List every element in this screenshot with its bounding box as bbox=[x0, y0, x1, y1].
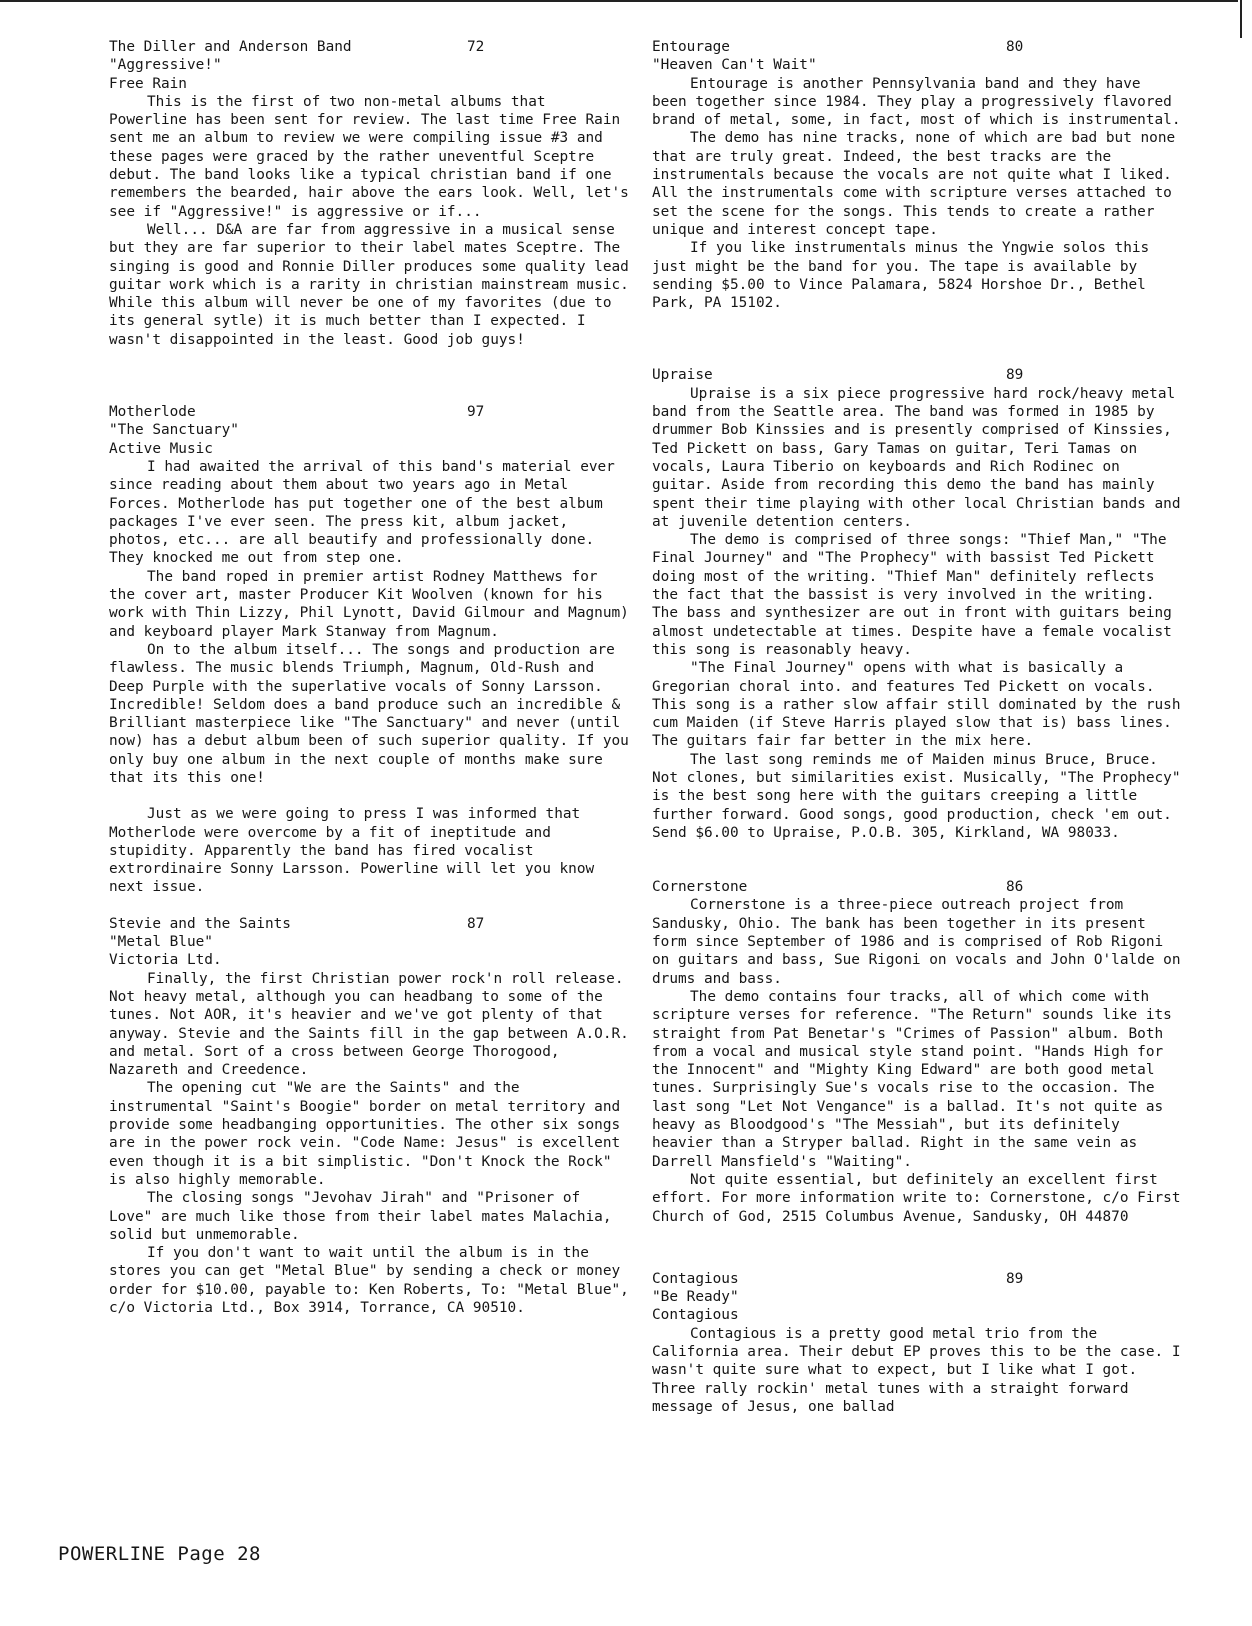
review-paragraph: Contagious is a pretty good metal trio from the California area. Their debut EP proves this to be the case. I wasn't quite sure what to expect, but I like what I got. Three rally rockin' metal tunes with a straight forward message of Jesus, one ballad bbox=[652, 1325, 1181, 1415]
review-score: 86 bbox=[1006, 879, 1024, 896]
review-paragraph: Not quite essential, but definitely an excellent first effort. For more information write to: Cornerstone, c/o First Church of God, 2515 Columbus Avenue, Sandusky, OH 44870 bbox=[652, 1171, 1181, 1225]
review-paragraph: Cornerstone is a three-piece outreach project from Sandusky, Ohio. The bank has been together in its present form since September of 1986 and is comprised of Rob Rigoni on guitars and bass, Sue Rigoni on vocals and John O'lalde on drums and bass. bbox=[652, 897, 1181, 987]
review-score: 72 bbox=[467, 39, 485, 55]
review-block bbox=[109, 403, 629, 897]
left-column bbox=[109, 38, 629, 1317]
review-paragraph: The demo is comprised of three songs: "Thief Man," "The Final Journey" and "The Prophecy" with bassist Ted Pickett doing most of the writing. "Thief Man" definitely reflects the fact that the bassist is very involved in the writing. The bass and synthesizer are out in front with guitars being almost undetectable at times. Despite have a female vocalist this song is reasonably heavy. bbox=[652, 532, 1172, 658]
album-title: "Heaven Can't Wait" bbox=[652, 57, 817, 74]
band-name: The Diller and Anderson Band bbox=[109, 39, 352, 55]
album-title: "The Sanctuary" bbox=[109, 422, 239, 439]
review-block bbox=[109, 38, 629, 349]
review-paragraph: This is the first of two non-metal albums that Powerline has been sent for review. The last time Free Rain sent me an album to review we were compiling issue #3 and these pages were graced by the rather uneventful Sceptre debut. The band looks like a typical christian band if one remembers the bearded, hair above the ears look. Well, let's see if "Aggressive!" is aggressive or if... bbox=[109, 93, 629, 220]
review-header bbox=[109, 38, 629, 56]
right-column bbox=[652, 38, 1182, 1416]
review-paragraph: If you like instrumentals minus the Yngwie solos this just might be the band for you. The tape is available by sending $5.00 to Vince Palamara, 5824 Horshoe Dr., Bethel Park, PA 15102. bbox=[652, 240, 1150, 312]
review-header bbox=[109, 403, 629, 421]
review-block bbox=[652, 366, 1182, 842]
album-title: "Metal Blue" bbox=[109, 934, 213, 951]
record-label: Active Music bbox=[109, 440, 213, 457]
review-paragraph: The closing songs "Jevohav Jirah" and "Prisoner of Love" are much like those from their label mates Malachia, solid but unmemorable. bbox=[109, 1190, 612, 1243]
review-paragraph: If you don't want to wait until the album is in the stores you can get "Metal Blue" by sending a check or money order for $10.00, payable to: Ken Roberts, To: "Metal Blue", c/o Victoria Ltd., Box 3914, Torrance, CA 90510. bbox=[109, 1245, 629, 1316]
record-label: Free Rain bbox=[109, 75, 187, 92]
band-name: Upraise bbox=[652, 367, 713, 384]
album-title: "Aggressive!" bbox=[109, 57, 222, 74]
review-paragraph: Upraise is a six piece progressive hard rock/heavy metal band from the Seattle area. The band was formed in 1985 by drummer Bob Kinssies and is presently comprised of Kinssies, Ted Pickett on bass, Gary Tamas on guitar, Teri Tamas on vocals, Laura Tiberio on keyboards and Rich Rodinec on guitar. Aside from recording this demo the band has mainly spent their time playing with other local Christian bands and at juvenile detention centers. bbox=[652, 385, 1181, 530]
band-name: Entourage bbox=[652, 39, 730, 55]
review-paragraph: Just as we were going to press I was informed that Motherlode were overcome by a fit of ineptitude and stupidity. Apparently the band has fired vocalist extrordinaire Sonny Larsson. Powerline will let you know next issue. bbox=[109, 806, 595, 896]
review-paragraph: The demo contains four tracks, all of which come with scripture verses for reference. "The Return" sounds like its straight from Pat Benetar's "Crimes of Passion" album. Both from a vocal and musical style stand point. "Hands High for the Innocent" and "Mighty King Edward" are both good metal tunes. Surprisingly Sue's vocals rise to the occasion. The last song "Let Not Vengance" is a ballad. It's not quite as heavy as Bloodgood's "The Messiah", but its definitely heavier than a Stryper ballad. Right in the same vein as Darrell Mansfield's "Waiting". bbox=[652, 988, 1172, 1170]
album-title: "Be Ready" bbox=[652, 1289, 739, 1306]
review-paragraph: On to the album itself... The songs and production are flawless. The music blends Triumph, Magnum, Old-Rush and Deep Purple with the superlative vocals of Sonny Larsson. Incredible! Seldom does a band produce such an incredible & Brilliant masterpiece like "The Sanctuary" and never (until now) has a debut album been of such superior quality. If you only buy one album in the next couple of months make sure that its this one! bbox=[109, 641, 629, 786]
review-block bbox=[652, 878, 1182, 1226]
review-block bbox=[652, 38, 1182, 312]
band-name: Cornerstone bbox=[652, 879, 748, 896]
review-paragraph: The last song reminds me of Maiden minus Bruce, Bruce. Not clones, but similarities exist. Musically, "The Prophecy" is the best song here with the guitars creeping a little further forward. Good songs, good production, check 'em out. Send $6.00 to Upraise, P.O.B. 305, Kirkland, WA 98033. bbox=[652, 751, 1181, 841]
review-block bbox=[109, 915, 629, 1318]
record-label: Victoria Ltd. bbox=[109, 952, 222, 969]
page-top-rule bbox=[0, 0, 1238, 2]
band-name: Contagious bbox=[652, 1270, 739, 1287]
band-name: Stevie and the Saints bbox=[109, 915, 291, 932]
band-name: Motherlode bbox=[109, 404, 196, 421]
review-paragraph: Entourage is another Pennsylvania band and they have been together since 1984. They play a progressively flavored brand of metal, some, in fact, most of which is instrumental. bbox=[652, 75, 1181, 129]
review-header bbox=[109, 915, 629, 933]
review-paragraph: The opening cut "We are the Saints" and the instrumental "Saint's Boogie" border on metal territory and provide some headbanging opportunities. The other six songs are in the power rock vein. "Code Name: Jesus" is excellent even though it is a bit simplistic. "Don't Knock the Rock" is also highly memorable. bbox=[109, 1080, 621, 1188]
review-score: 80 bbox=[1006, 39, 1024, 55]
page-footer: POWERLINE Page 28 bbox=[58, 1543, 261, 1565]
page-right-rule bbox=[1240, 0, 1242, 38]
review-paragraph: The band roped in premier artist Rodney Matthews for the cover art, master Producer Kit Woolven (known for his work with Thin Lizzy, Phil Lynott, David Gilmour and Magnum) and keyboard player Mark Stanway from Magnum. bbox=[109, 568, 629, 640]
review-score: 87 bbox=[467, 915, 485, 932]
review-score: 97 bbox=[467, 404, 485, 421]
review-header bbox=[652, 1270, 1182, 1288]
review-paragraph: "The Final Journey" opens with what is basically a Gregorian choral into. and features Ted Pickett on vocals. This song is a rather slow affair still dominated by the rush cum Maiden (if Steve Harris played slow that is) bass lines. The guitars fair far better in the mix here. bbox=[652, 660, 1181, 750]
review-header bbox=[652, 366, 1182, 384]
review-paragraph: I had awaited the arrival of this band's material ever since reading about them about two years ago in Metal Forces. Motherlode has put together one of the best album packages I've ever seen. The press kit, album jacket, photos, etc... are all beautify and professionally done. They knocked me out from step one. bbox=[109, 458, 615, 567]
review-paragraph: The demo has nine tracks, none of which are bad but none that are truly great. Indeed, the best tracks are the instrumentals because the vocals are not quite what I liked. All the instrumentals come with scripture verses attached to set the scene for the songs. This tends to create a rather unique and interest concept tape. bbox=[652, 130, 1176, 238]
review-block bbox=[652, 1270, 1182, 1416]
review-paragraph: Well... D&A are far from aggressive in a musical sense but they are far superior to their label mates Sceptre. The singing is good and Ronnie Diller produces some quality lead guitar work which is a rarity in christian mainstream music. While this album will never be one of my favorites (due to its general sytle) it is much better than I expected. I wasn't disappointed in the least. Good job guys! bbox=[109, 221, 629, 348]
review-header bbox=[652, 38, 1182, 56]
review-header bbox=[652, 878, 1182, 896]
review-score: 89 bbox=[1006, 1270, 1024, 1287]
review-paragraph: Finally, the first Christian power rock'n roll release. Not heavy metal, although you can headbang to some of the tunes. Not AOR, it's heavier and we've got plenty of that anyway. Stevie and the Saints fill in the gap between A.O.R. and metal. Sort of a cross between George Thorogood, Nazareth and Creedence. bbox=[109, 970, 629, 1079]
record-label: Contagious bbox=[652, 1307, 739, 1324]
review-score: 89 bbox=[1006, 367, 1024, 384]
